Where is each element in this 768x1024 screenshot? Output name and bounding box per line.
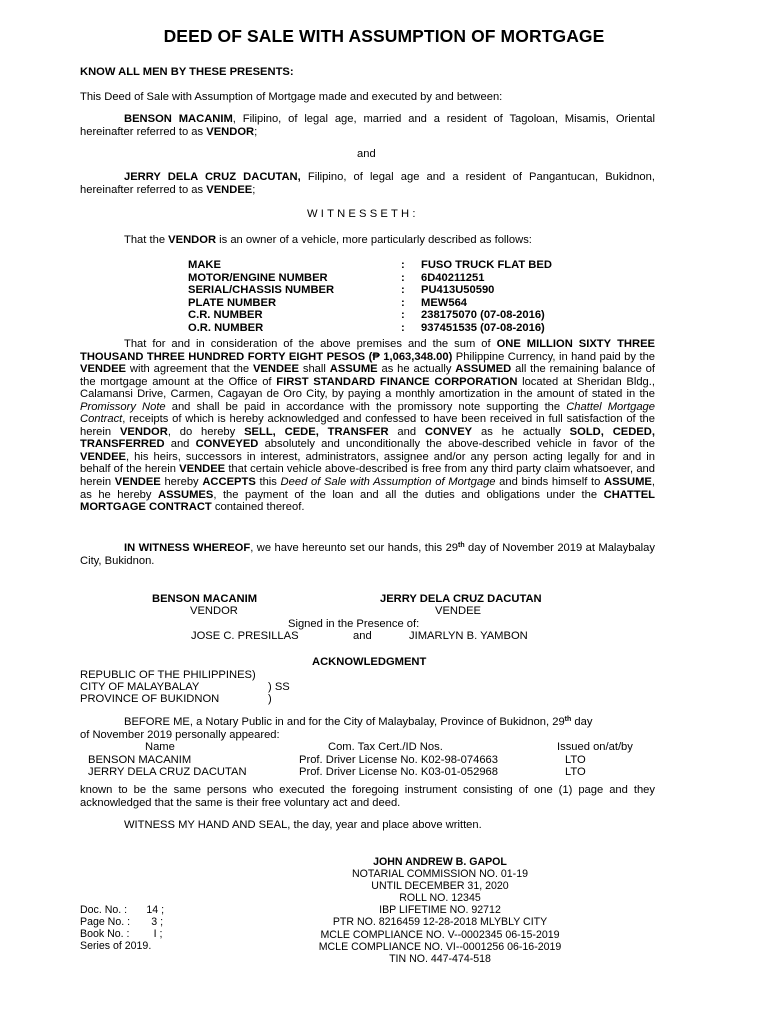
notary-line: IBP LIFETIME NO. 92712 <box>379 904 501 917</box>
appeared-persons-table <box>80 741 680 779</box>
table-row: BENSON MACANIM Prof. Driver License No. K02-98-074663 LTO <box>88 753 586 766</box>
venue-republic: REPUBLIC OF THE PHILIPPINES) <box>80 669 256 681</box>
intro-heading: KNOW ALL MEN BY THESE PRESENTS: <box>80 66 294 78</box>
vendee-role: VENDEE <box>206 183 253 196</box>
vehicle-details-table <box>188 259 608 335</box>
signature-vendor-role: VENDOR <box>190 605 238 617</box>
before-me-line: BEFORE ME, a Notary Public in and for the City of Malaybalay, Province of Bukidnon, 29th day <box>124 716 593 728</box>
notary-block <box>300 856 580 965</box>
notary-line: PTR NO. 8216459 12-28-2018 MLYBLY CITY <box>332 916 548 929</box>
docket-row: Doc. No. : 14 ; <box>80 904 165 916</box>
witness-two: JIMARLYN B. YAMBON <box>409 630 528 642</box>
signature-vendee-role: VENDEE <box>435 605 482 617</box>
vehicle-row: MOTOR/ENGINE NUMBER : 6D40211251 <box>188 271 485 284</box>
venue-city: CITY OF MALAYBALAY <box>80 681 200 693</box>
document-title: DEED OF SALE WITH ASSUMPTION OF MORTGAGE <box>163 26 605 46</box>
and-separator: and <box>357 148 376 160</box>
vehicle-row: PLATE NUMBER : MEW564 <box>188 296 468 309</box>
notary-name: JOHN ANDREW B. GAPOL <box>373 856 507 868</box>
notary-line: MCLE COMPLIANCE NO. V--0002345 06-15-2019 <box>320 928 560 941</box>
acknowledgment-heading: ACKNOWLEDGMENT <box>312 656 427 668</box>
notary-line: TIN NO. 447-474-518 <box>389 952 491 965</box>
vehicle-intro: That the VENDOR is an owner of a vehicle, more particularly described as follows: <box>124 234 532 246</box>
signature-vendee-name: JERRY DELA CRUZ DACUTAN <box>380 593 542 605</box>
docket-row: Series of 2019. <box>80 940 152 953</box>
signed-presence: Signed in the Presence of: <box>288 618 420 630</box>
table-row: JERRY DELA CRUZ DACUTAN Prof. Driver License No. K03-01-052968 LTO <box>88 766 586 779</box>
witness-one: JOSE C. PRESILLAS <box>191 630 299 642</box>
finance-company: FIRST STANDARD FINANCE CORPORATION <box>276 375 518 388</box>
intro-line: This Deed of Sale with Assumption of Mortgage made and executed by and between: <box>80 91 503 103</box>
docket-row: Page No. : 3 ; <box>80 916 164 929</box>
vendor-role: VENDOR <box>206 125 255 138</box>
vendor-paragraph: BENSON MACANIM, Filipino, of legal age, married and a resident of Tagoloan, Misamis, Oriental hereinafter referred to as VENDOR; <box>80 113 655 138</box>
witness-and: and <box>353 630 372 642</box>
vehicle-row: O.R. NUMBER : 937451535 (07-08-2016) <box>188 321 545 334</box>
notary-line: NOTARIAL COMMISSION NO. 01-19 <box>351 868 528 881</box>
before-me-line-2: of November 2019 personally appeared: <box>80 729 280 741</box>
vehicle-row: SERIAL/CHASSIS NUMBER : PU413U50590 <box>188 284 495 297</box>
notary-line: ROLL NO. 12345 <box>399 892 481 905</box>
docket-row: Book No. : I ; <box>80 928 163 941</box>
vehicle-row: MAKE : FUSO TRUCK FLAT BED <box>188 259 552 271</box>
vehicle-row: C.R. NUMBER : 238175070 (07-08-2016) <box>188 309 545 322</box>
witness-hand-line: WITNESS MY HAND AND SEAL, the day, year and place above written. <box>124 819 482 831</box>
witnesseth-heading: WITNESSETH: <box>307 208 419 220</box>
table-header-row: Name Com. Tax Cert./ID Nos. Issued on/at/by <box>145 741 633 753</box>
witness-whereof-paragraph: IN WITNESS WHEREOF, we have hereunto set our hands, this 29th day of November 2019 at Malaybalay City, Bukidnon. <box>80 542 655 567</box>
notary-line: MCLE COMPLIANCE NO. VI--0001256 06-16-2019 <box>318 940 562 953</box>
docket-block <box>80 904 164 952</box>
consideration-paragraph: That for and in consideration of the above premises and the sum of ONE MILLION SIXTY THREE THOUSAND THREE HUNDRED FORTY EIGHT PESOS (₱ 1,063,348.00) Philippine Currency, in hand paid by the VENDEE with agreement that the VENDEE shall ASSUME as he actually ASSUMED all the remaining balance of the mortgage amount at the Office of FIRST STANDARD FINANCE CORPORATION located at Sheridan Bldg., Calamansi Drive, Carmen, Cagayan de Oro City, by paying a monthly amortization in the amount of stated in the Promissory Note and shall be paid in accordance with the promissory note supporting the Chattel Mortgage Contract, receipts of which is hereby acknowledged and confessed to have been received in full satisfaction of the herein VENDOR, do hereby SELL, CEDE, TRANSFER and CONVEY as he actually SOLD, CEDED, TRANSFERRED and CONVEYED absolutely and unconditionally the above-described vehicle in favor of the VENDEE, his heirs, successors in interest, administrators, assignee and/or any person acting legally for and in behalf of the herein VENDEE that certain vehicle above-described is free from any third party claim whatsoever, and herein VENDEE hereby ACCEPTS this Deed of Sale with Assumption of Mortgage and binds himself to ASSUME, as he hereby ASSUMES, the payment of the loan and all the duties and obligations under the CHATTEL MORTGAGE CONTRACT contained thereof. <box>80 338 656 514</box>
vendor-name: BENSON MACANIM <box>124 113 233 125</box>
signature-vendor-name: BENSON MACANIM <box>152 593 258 605</box>
venue-province-bracket: ) <box>268 693 272 705</box>
vendee-name: JERRY DELA CRUZ DACUTAN, <box>124 171 301 183</box>
known-paragraph: known to be the same persons who executed the foregoing instrument consisting of one (1) page and they acknowledged that the same is their free voluntary act and deed. <box>80 784 655 809</box>
venue-province: PROVINCE OF BUKIDNON <box>80 693 220 705</box>
notary-line: UNTIL DECEMBER 31, 2020 <box>371 880 509 893</box>
vendee-paragraph: JERRY DELA CRUZ DACUTAN, Filipino, of legal age and a resident of Pangantucan, Bukidnon, hereinafter referred to as VENDEE; <box>80 171 655 196</box>
venue-ss: ) SS <box>268 681 290 693</box>
